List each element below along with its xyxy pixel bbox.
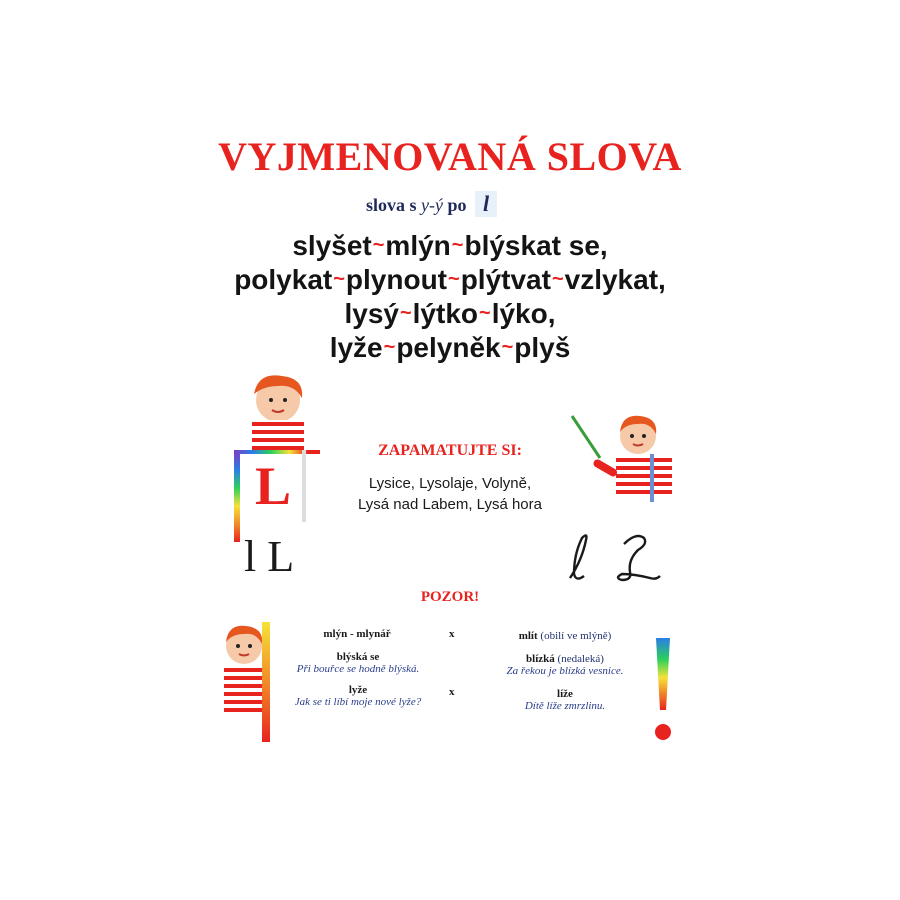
listed-word: lyže (329, 332, 383, 363)
listed-word: plýtvat (460, 264, 551, 295)
row2-left-example: Při bouřce se hodně blýská. (296, 663, 420, 675)
row1-right (480, 630, 650, 642)
boy-peeking-illustration (218, 622, 276, 742)
tilde-separator: ~ (372, 234, 385, 256)
tilde-separator: ~ (448, 268, 460, 290)
page-title: VYJMENOVANÁ SLOVA (218, 134, 682, 179)
listed-word: pelyněk (396, 332, 501, 363)
tilde-separator: ~ (383, 336, 396, 358)
print-letter: L (255, 456, 292, 516)
word-line (0, 230, 900, 262)
subtitle-po: po (447, 195, 467, 215)
subtitle-yy: y-ý (421, 195, 443, 215)
listed-word: mlýn (385, 230, 451, 261)
row2-right-word: blízká (526, 653, 555, 665)
row3-x: x (449, 686, 455, 698)
row2-right-note: (nedaleká) (557, 653, 604, 665)
warning-heading: POZOR! (420, 589, 480, 605)
row1-right-note: (obilí ve mlýně) (540, 630, 612, 642)
row1-left-word: mlýn - mlynář (323, 628, 391, 640)
subtitle (366, 191, 497, 217)
listed-word: plynout (345, 264, 447, 295)
listed-word: vzlykat, (564, 264, 666, 295)
subtitle-letter: l (475, 191, 497, 217)
tilde-separator: ~ (399, 302, 412, 324)
row3-right-example: Dítě líže zmrzlinu. (524, 700, 606, 712)
remember-line1: Lysice, Lysolaje, Volyně, (368, 475, 532, 492)
print-pair: l L (244, 532, 295, 581)
word-line (0, 332, 900, 364)
row1-right-word: mlít (518, 630, 538, 642)
listed-word: polykat (234, 264, 333, 295)
listed-word: lysý (344, 298, 399, 329)
row2-right (470, 653, 660, 677)
row2-left-word: blýská se (336, 651, 380, 663)
row3-left-word: lyže (348, 684, 368, 696)
listed-word: lýtko (412, 298, 479, 329)
row1-left (282, 628, 432, 640)
tilde-separator: ~ (551, 268, 564, 290)
listed-word: slyšet (292, 230, 372, 261)
row3-left-example: Jak se ti líbí moje nové lyže? (294, 696, 422, 708)
row1-x: x (449, 628, 455, 640)
remember-line2: Lysá nad Labem, Lysá hora (357, 496, 542, 513)
tilde-separator: ~ (451, 234, 464, 256)
tilde-separator: ~ (501, 336, 514, 358)
boy-pointing-illustration (566, 412, 686, 512)
row3-right-word: líže (557, 688, 573, 700)
listed-word: plyš (514, 332, 571, 363)
remember-heading: ZAPAMATUJTE SI: (378, 442, 522, 459)
tilde-separator: ~ (479, 302, 491, 324)
row3-left (268, 684, 448, 708)
row2-right-example: Za řekou je blízká vesnice. (506, 665, 624, 677)
subtitle-prefix: slova s (366, 195, 417, 215)
cursive-letters (560, 530, 670, 586)
word-line (0, 264, 900, 296)
listed-word: lýko, (491, 298, 556, 329)
listed-word: blýskat se, (464, 230, 608, 261)
word-line (0, 298, 900, 330)
tilde-separator: ~ (333, 268, 345, 290)
row3-right (470, 688, 660, 712)
row2-left (268, 651, 448, 675)
